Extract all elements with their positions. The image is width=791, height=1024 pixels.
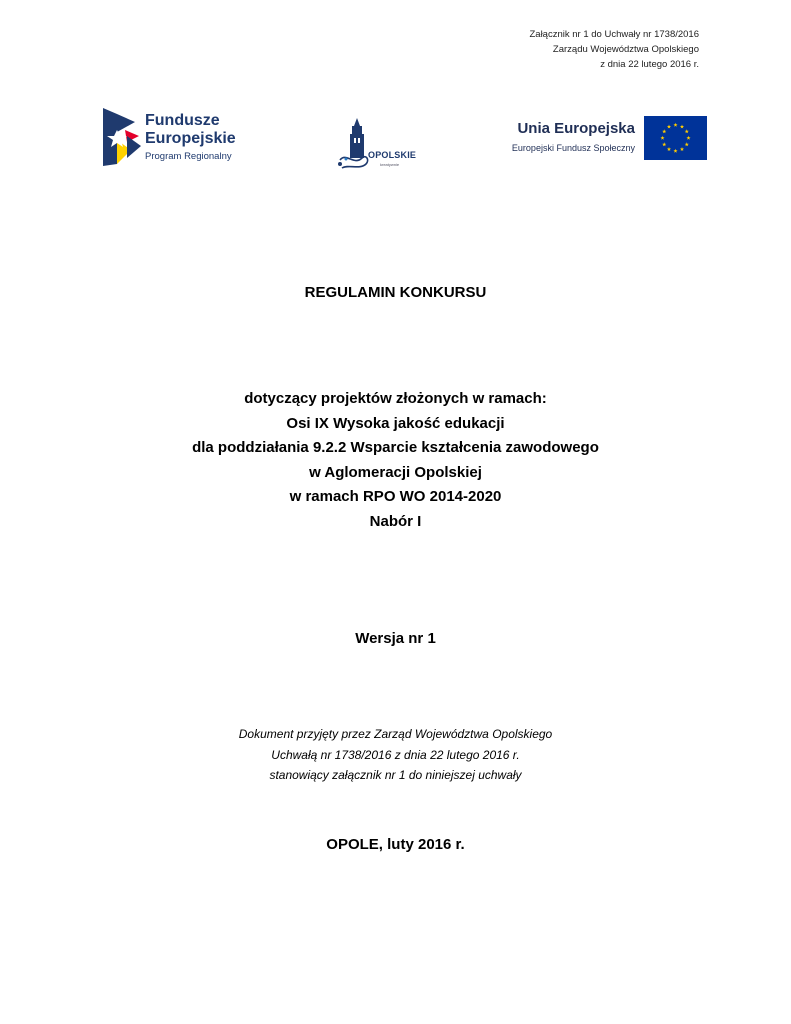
eu-line-1: Unia Europejska	[517, 120, 635, 137]
eu-flag-icon	[644, 116, 707, 160]
adoption-line-2: Uchwałą nr 1738/2016 z dnia 22 lutego 2016 r.	[271, 747, 520, 762]
adoption-line-3: stanowiący załącznik nr 1 do niniejszej uchwały	[269, 768, 522, 782]
fe-line-3: Program Regionalny	[145, 151, 232, 162]
subject-line-4: w Aglomeracji Opolskiej	[309, 463, 482, 481]
annex-line-1: Załącznik nr 1 do Uchwały nr 1738/2016	[529, 29, 699, 40]
opolskie-tower-icon	[336, 118, 376, 174]
opolskie-tagline: kreatywnie	[380, 162, 400, 167]
annex-line-2: Zarządu Województwa Opolskiego	[552, 44, 699, 55]
subject-line-5: w ramach RPO WO 2014-2020	[289, 488, 502, 505]
eu-wordmark	[502, 120, 635, 155]
document-version: Wersja nr 1	[355, 630, 436, 647]
fundusze-europejskie-logo	[103, 106, 253, 168]
fe-line-1: Fundusze	[145, 112, 220, 129]
place-and-date: OPOLE, luty 2016 r.	[326, 836, 465, 853]
unia-europejska-logo	[500, 116, 710, 162]
subject-line-1: dotyczący projektów złożonych w ramach:	[244, 390, 547, 407]
annex-note	[529, 27, 699, 72]
document-subject	[0, 387, 791, 534]
opolskie-logo	[336, 118, 428, 174]
adoption-line-1: Dokument przyjęty przez Zarząd Województwa Opolskiego	[238, 727, 553, 741]
fe-wordmark	[145, 112, 236, 164]
subject-line-6: Nabór I	[369, 512, 422, 530]
adoption-note	[0, 724, 791, 786]
fe-line-2: Europejskie	[145, 130, 236, 147]
annex-line-3: z dnia 22 lutego 2016 r.	[600, 59, 699, 70]
opolskie-wordmark: OPOLSKIE	[368, 150, 417, 160]
fe-star-icon	[103, 106, 143, 168]
eu-line-2: Europejski Fundusz Społeczny	[511, 143, 635, 153]
subject-line-2: Osi IX Wysoka jakość edukacji	[286, 414, 505, 432]
document-title: REGULAMIN KONKURSU	[304, 284, 487, 301]
subject-line-3: dla poddziałania 9.2.2 Wsparcie kształcenia zawodowego	[192, 439, 599, 456]
